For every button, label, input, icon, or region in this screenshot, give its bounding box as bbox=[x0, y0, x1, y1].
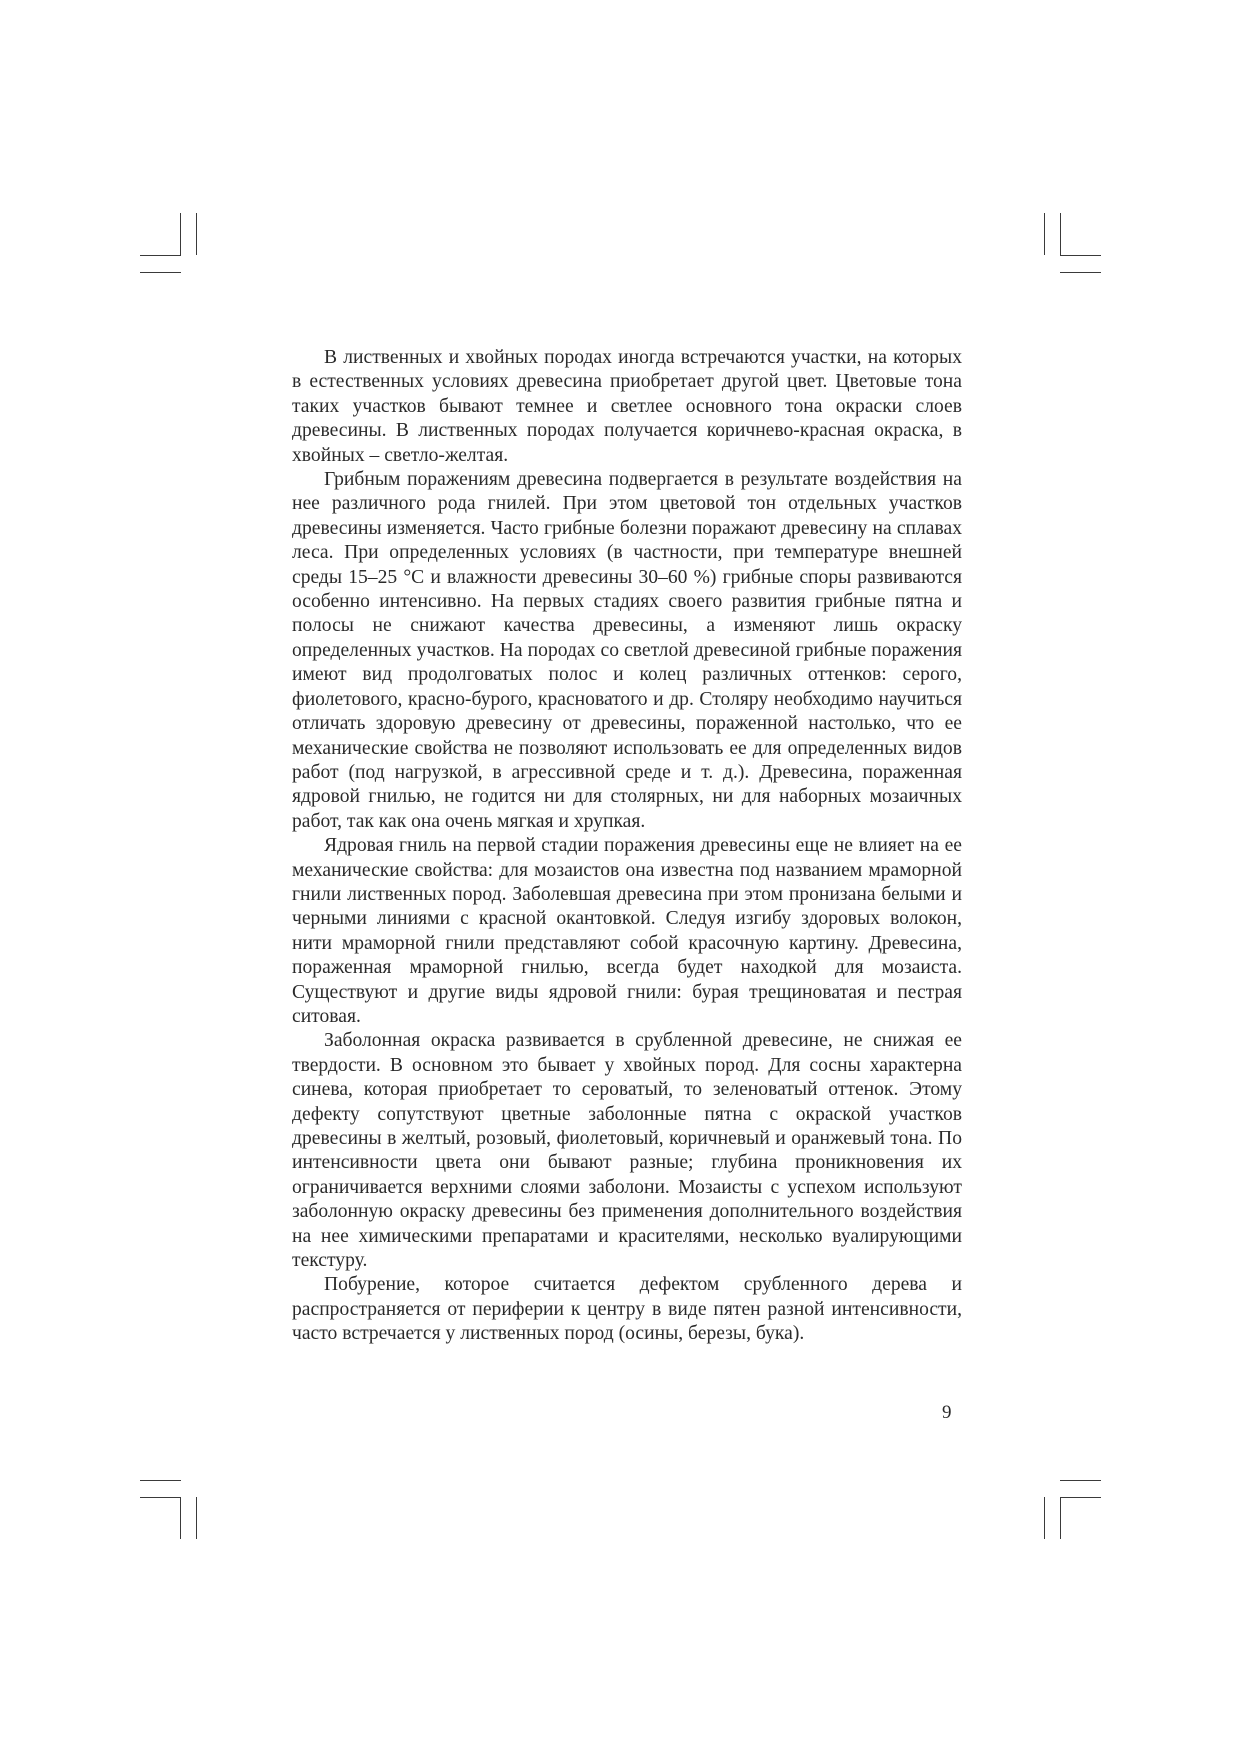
crop-mark-bottom-right-horizontal-lower bbox=[1060, 1497, 1101, 1498]
crop-mark-bottom-right-vertical-inner bbox=[1044, 1497, 1045, 1539]
crop-mark-bottom-left-vertical-outer bbox=[180, 1497, 181, 1539]
crop-mark-top-right-vertical-inner bbox=[1044, 213, 1045, 255]
crop-mark-top-left-vertical-outer bbox=[180, 213, 181, 255]
crop-mark-top-right-horizontal-lower bbox=[1060, 272, 1101, 273]
crop-mark-bottom-left-horizontal-upper bbox=[140, 1480, 181, 1481]
crop-mark-bottom-right-horizontal-upper bbox=[1060, 1480, 1101, 1481]
page-number: 9 bbox=[942, 1402, 952, 1423]
crop-mark-top-right-vertical-outer bbox=[1060, 213, 1061, 255]
paragraph-browning: Побурение, которое считается дефектом срубленного дерева и распространяется от периферии к центру в виде пятен разной интенсивности, часто встречается у лиственных пород (осины, березы, бука). bbox=[292, 1274, 962, 1345]
paragraph-fungal-damage: Грибным поражениям древесина подвергается в результате воздействия на нее различного рода гнилей. При этом цветовой тон отдельных участков древесины изменяется. Часто грибные болезни поражают древесину на сплавах леса. При определенных условиях (в частности, при температуре внешней среды 15–25 °С и влажности древесины 30–60 %) грибные споры развиваются особенно интенсивно. На первых стадиях своего развития грибные пятна и полосы не снижают качества древесины, а изменяют лишь окраску определенных участков. На породах со светлой древесиной грибные поражения имеют вид продолговатых полос и колец различных оттенков: серого, фиолетового, красно-бурого, красноватого и др. Столяру необходимо научиться отличать здоровую древесину от древесины, пораженной настолько, что ее механические свойства не позволяют использовать ее для определенных видов работ (под нагрузкой, в агрессивной среде и т. д.). Древесина, пораженная ядровой гнилью, не годится ни для столярных, ни для наборных мозаичных работ, так как она очень мягкая и хрупкая. bbox=[292, 469, 962, 832]
crop-mark-bottom-left-horizontal-lower bbox=[140, 1497, 181, 1498]
paragraph-colored-areas: В лиственных и хвойных породах иногда встречаются участки, на которых в естественных условиях древесина приобретает другой цвет. Цветовые тона таких участков бывают темнее и светлее основного тона окраски слоев древесины. В лиственных породах получается коричнево-красная окраска, в хвойных – светло-желтая. bbox=[292, 347, 962, 466]
paragraph-heart-rot: Ядровая гниль на первой стадии поражения древесины еще не влияет на ее механические свойства: для мозаистов она известна под названием мраморной гнили лиственных пород. Заболевшая древесина при этом пронизана белыми и черными линиями с красной окантовкой. Следуя изгибу здоровых волокон, нити мраморной гнили представляют собой красочную картину. Древесина, пораженная мраморной гнилью, всегда будет находкой для мозаиста. Существуют и другие виды ядровой гнили: бурая трещиноватая и пестрая ситовая. bbox=[292, 835, 962, 1027]
crop-mark-top-left-vertical-inner bbox=[196, 213, 197, 255]
paragraph-sapwood-stain: Заболонная окраска развивается в срубленной древесине, не снижая ее твердости. В основном это бывает у хвойных пород. Для сосны характерна синева, которая приобретает то сероватый, то зеленоватый оттенок. Этому дефекту сопутствуют цветные заболонные пятна с окраской участков древесины в желтый, розовый, фиолетовый, коричневый и оранжевый тона. По интенсивности цвета они бывают разные; глубина проникновения их ограничивается верхними слоями заболони. Мозаисты с успехом используют заболонную окраску древесины без применения дополнительного воздействия на нее химическими препаратами и красителями, несколько вуалирующими текстуру. bbox=[292, 1030, 962, 1272]
crop-mark-top-left-horizontal-lower bbox=[140, 272, 181, 273]
crop-mark-top-left-horizontal-upper bbox=[140, 255, 181, 256]
crop-mark-bottom-left-vertical-inner bbox=[196, 1497, 197, 1539]
crop-mark-bottom-right-vertical-outer bbox=[1060, 1497, 1061, 1539]
page-body-text bbox=[292, 346, 962, 1347]
crop-mark-top-right-horizontal-upper bbox=[1060, 255, 1101, 256]
